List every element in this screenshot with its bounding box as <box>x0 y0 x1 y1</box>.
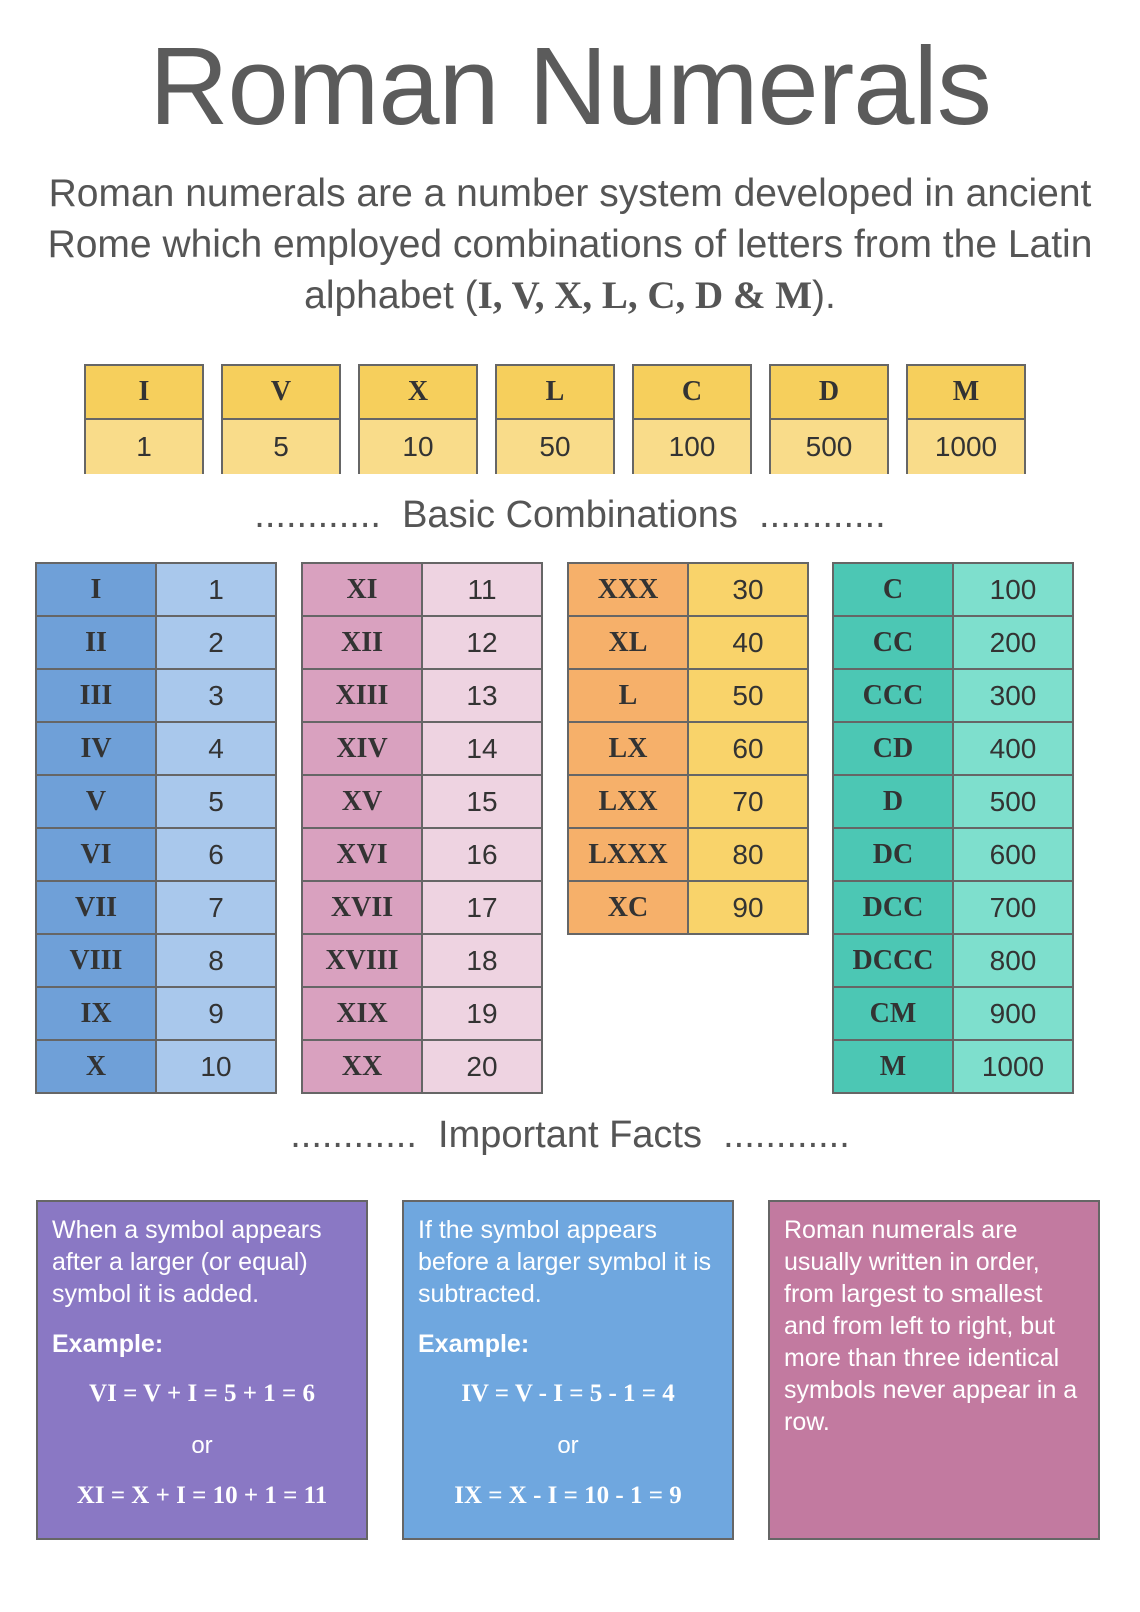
important-facts-heading: ............ Important Facts ............ <box>290 1114 850 1156</box>
table-row <box>36 987 276 1040</box>
table-row <box>302 934 542 987</box>
table-tens <box>567 562 809 935</box>
number-cell: 2 <box>156 616 276 669</box>
number-cell: 12 <box>422 616 542 669</box>
table-row <box>36 828 276 881</box>
roman-cell: L <box>568 669 688 722</box>
number-cell: 90 <box>688 881 808 934</box>
symbol-letter: C <box>634 366 750 420</box>
symbol-box-v <box>221 364 341 474</box>
number-cell: 700 <box>953 881 1073 934</box>
roman-cell: M <box>833 1040 953 1093</box>
table-row <box>302 881 542 934</box>
roman-cell: XIX <box>302 987 422 1040</box>
roman-cell: XC <box>568 881 688 934</box>
table-row <box>302 669 542 722</box>
roman-cell: D <box>833 775 953 828</box>
number-cell: 18 <box>422 934 542 987</box>
table-row <box>36 722 276 775</box>
roman-cell: X <box>36 1040 156 1093</box>
number-cell: 9 <box>156 987 276 1040</box>
example-equation: IV = V - I = 5 - 1 = 4 <box>461 1380 675 1407</box>
roman-cell: V <box>36 775 156 828</box>
table-row <box>302 563 542 616</box>
roman-cell: C <box>833 563 953 616</box>
intro-paragraph <box>40 168 1100 321</box>
table-row <box>302 828 542 881</box>
roman-cell: VII <box>36 881 156 934</box>
symbol-box-x <box>358 364 478 474</box>
fact-text: Roman numerals are usually written in order, from largest to smallest and from left to right, but more than three identical symbols never appear in a row. <box>784 1216 1078 1436</box>
number-cell: 8 <box>156 934 276 987</box>
roman-cell: LXX <box>568 775 688 828</box>
example-label: Example: <box>52 1330 164 1358</box>
roman-cell: XIII <box>302 669 422 722</box>
roman-cell: CM <box>833 987 953 1040</box>
symbol-letter: D <box>771 366 887 420</box>
fact-text: If the symbol appears before a larger symbol it is subtracted. <box>418 1216 712 1308</box>
roman-cell: DC <box>833 828 953 881</box>
number-cell: 10 <box>156 1040 276 1093</box>
page-title: Roman Numerals <box>149 25 991 148</box>
symbol-letter: L <box>497 366 613 420</box>
symbol-box-m <box>906 364 1026 474</box>
example-equation: IX = X - I = 10 - 1 = 9 <box>454 1482 682 1509</box>
table-row <box>833 563 1073 616</box>
roman-cell: I <box>36 563 156 616</box>
table-row <box>36 775 276 828</box>
roman-cell: XIV <box>302 722 422 775</box>
roman-cell: IX <box>36 987 156 1040</box>
table-row <box>833 881 1073 934</box>
number-cell: 400 <box>953 722 1073 775</box>
table-row <box>302 616 542 669</box>
roman-cell: XX <box>302 1040 422 1093</box>
roman-cell: CC <box>833 616 953 669</box>
roman-cell: CD <box>833 722 953 775</box>
number-cell: 4 <box>156 722 276 775</box>
roman-cell: XVIII <box>302 934 422 987</box>
number-cell: 600 <box>953 828 1073 881</box>
symbol-value: 1000 <box>908 420 1024 474</box>
number-cell: 7 <box>156 881 276 934</box>
number-cell: 1 <box>156 563 276 616</box>
number-cell: 11 <box>422 563 542 616</box>
table-row <box>36 616 276 669</box>
table-row <box>833 775 1073 828</box>
symbol-letter: X <box>360 366 476 420</box>
table-row <box>302 775 542 828</box>
table-row <box>302 722 542 775</box>
symbol-value: 1 <box>86 420 202 474</box>
table-row <box>568 881 808 934</box>
table-row <box>568 669 808 722</box>
number-cell: 500 <box>953 775 1073 828</box>
intro-letters: I, V, X, L, C, D & M <box>477 274 813 317</box>
symbol-value: 5 <box>223 420 339 474</box>
table-row <box>833 1040 1073 1093</box>
roman-cell: XXX <box>568 563 688 616</box>
number-cell: 15 <box>422 775 542 828</box>
table-row <box>36 881 276 934</box>
table-row <box>568 616 808 669</box>
roman-cell: XII <box>302 616 422 669</box>
number-cell: 50 <box>688 669 808 722</box>
table-row <box>568 722 808 775</box>
intro-text: Roman numerals are a number system developed in ancient Rome which employed combinations of letters from the Latin alphabet ( <box>47 172 1093 317</box>
table-row <box>833 669 1073 722</box>
symbol-box-c <box>632 364 752 474</box>
roman-cell: LX <box>568 722 688 775</box>
symbol-box-l <box>495 364 615 474</box>
roman-cell: XVII <box>302 881 422 934</box>
fact-order <box>768 1200 1100 1540</box>
roman-cell: II <box>36 616 156 669</box>
intro-text-end: ). <box>812 274 836 317</box>
roman-cell: VIII <box>36 934 156 987</box>
number-cell: 17 <box>422 881 542 934</box>
symbol-value: 10 <box>360 420 476 474</box>
example-equation: XI = X + I = 10 + 1 = 11 <box>76 1482 328 1509</box>
number-cell: 200 <box>953 616 1073 669</box>
table-row <box>833 987 1073 1040</box>
table-row <box>568 828 808 881</box>
number-cell: 3 <box>156 669 276 722</box>
number-cell: 30 <box>688 563 808 616</box>
roman-cell: IV <box>36 722 156 775</box>
number-cell: 1000 <box>953 1040 1073 1093</box>
or-text: or <box>191 1432 213 1459</box>
symbol-value: 100 <box>634 420 750 474</box>
table-row <box>568 775 808 828</box>
number-cell: 70 <box>688 775 808 828</box>
table-hundreds <box>832 562 1074 1094</box>
or-text: or <box>557 1432 579 1459</box>
table-row <box>302 1040 542 1093</box>
roman-cell: DCC <box>833 881 953 934</box>
number-cell: 80 <box>688 828 808 881</box>
roman-cell: III <box>36 669 156 722</box>
table-row <box>36 563 276 616</box>
fact-text: When a symbol appears after a larger (or equal) symbol it is added. <box>52 1216 322 1308</box>
roman-cell: XI <box>302 563 422 616</box>
number-cell: 40 <box>688 616 808 669</box>
number-cell: 19 <box>422 987 542 1040</box>
number-cell: 20 <box>422 1040 542 1093</box>
symbol-value: 500 <box>771 420 887 474</box>
number-cell: 6 <box>156 828 276 881</box>
fact-addition <box>36 1200 368 1540</box>
roman-cell: LXXX <box>568 828 688 881</box>
number-cell: 800 <box>953 934 1073 987</box>
number-cell: 900 <box>953 987 1073 1040</box>
roman-cell: VI <box>36 828 156 881</box>
symbol-letter: V <box>223 366 339 420</box>
table-row <box>833 722 1073 775</box>
number-cell: 16 <box>422 828 542 881</box>
roman-cell: DCCC <box>833 934 953 987</box>
table-row <box>36 934 276 987</box>
table-row <box>833 934 1073 987</box>
table-row <box>833 828 1073 881</box>
table-elevens <box>301 562 543 1094</box>
symbol-value: 50 <box>497 420 613 474</box>
number-cell: 100 <box>953 563 1073 616</box>
symbol-box-d <box>769 364 889 474</box>
roman-cell: XL <box>568 616 688 669</box>
symbol-box-i <box>84 364 204 474</box>
symbol-letter: M <box>908 366 1024 420</box>
number-cell: 13 <box>422 669 542 722</box>
number-cell: 60 <box>688 722 808 775</box>
table-row <box>568 563 808 616</box>
example-label: Example: <box>418 1330 530 1358</box>
number-cell: 5 <box>156 775 276 828</box>
roman-cell: CCC <box>833 669 953 722</box>
number-cell: 300 <box>953 669 1073 722</box>
table-ones <box>35 562 277 1094</box>
basic-combinations-heading: ............ Basic Combinations ............ <box>254 494 886 536</box>
table-row <box>36 669 276 722</box>
table-row <box>302 987 542 1040</box>
example-equation: VI = V + I = 5 + 1 = 6 <box>89 1380 315 1407</box>
table-row <box>36 1040 276 1093</box>
table-row <box>833 616 1073 669</box>
number-cell: 14 <box>422 722 542 775</box>
roman-cell: XV <box>302 775 422 828</box>
symbol-letter: I <box>86 366 202 420</box>
fact-subtraction <box>402 1200 734 1540</box>
roman-cell: XVI <box>302 828 422 881</box>
